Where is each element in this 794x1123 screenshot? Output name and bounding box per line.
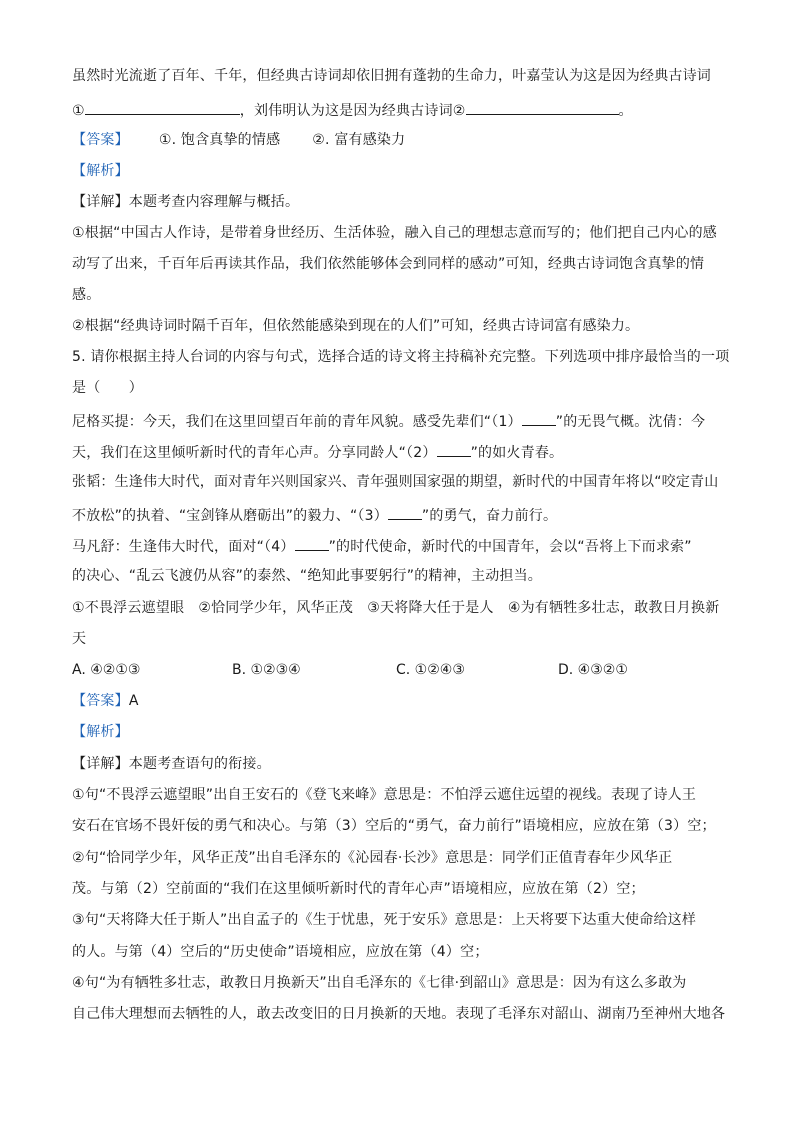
host-text: ”的时代使命，新时代的中国青年，会以“吾将上下而求索” xyxy=(328,539,692,555)
q5-host-line5 xyxy=(72,535,692,557)
q4-answer-line xyxy=(72,130,405,150)
detail-line: 【详解】本题考查语句的衔接。 xyxy=(72,756,271,772)
q5-explain-line3: ②句“恰同学少年，风华正茂”出自毛泽东的《沁园春·长沙》意思是：同学们正值青春年少风华正 xyxy=(72,850,673,866)
q5-poems-line1: ①不畏浮云遮望眼 ②恰同学少年，风华正茂 ③天将降大任于是人 ④为有牺牲多壮志，敢教日月换新 xyxy=(72,600,720,616)
fill-blank-q5-2 xyxy=(437,441,471,457)
q5-host-line2 xyxy=(72,441,563,463)
host-text: ”的如火青春。 xyxy=(470,445,564,461)
answer-tag: 【答案】 xyxy=(72,693,129,709)
host-text: 不放松”的执着、“宝剑锋从磨砺出”的毅力、“（3） xyxy=(72,508,388,524)
host-text: 天，我们在这里倾听新时代的青年心声。分享同龄人“（2） xyxy=(72,445,437,461)
answer-item-2: ②. 富有感染力 xyxy=(312,132,406,148)
q5-host-line3: 张韬：生逢伟大时代，面对青年兴则国家兴、青年强则国家强的期望，新时代的中国青年将以“咬定青山 xyxy=(72,474,719,490)
host-text: ”的无畏气概。沈倩：今 xyxy=(555,414,706,430)
q5-host-line4 xyxy=(72,504,557,526)
q5-host-line1 xyxy=(72,410,705,432)
answer-value: A xyxy=(128,693,139,709)
fill-blank-q5-3 xyxy=(388,504,422,520)
q5-explain-line2: 安石在官场不畏奸佞的勇气和决心。与第（3）空后的“勇气，奋力前行”语境相应，应放在第（3）空； xyxy=(72,818,716,834)
option-c: C. ①②④③ xyxy=(396,662,465,678)
q5-host-line6: 的决心、“乱云飞渡仍从容”的泰然、“绝知此事要躬行”的精神，主动担当。 xyxy=(72,568,543,584)
q4-stem-end: 。 xyxy=(618,103,633,119)
q5-explain-line1: ①句“不畏浮云遮望眼”出自王安石的《登飞来峰》意思是：不怕浮云遮住远望的视线。表现了诗人王 xyxy=(72,787,697,803)
host-text: ”的勇气，奋力前行。 xyxy=(421,508,558,524)
q5-explain-line6: 的人。与第（4）空后的“历史使命”语境相应，应放在第（4）空； xyxy=(72,944,489,960)
q4-stem-mid: ，刘伟明认为这是因为经典古诗词② xyxy=(239,103,466,119)
fill-blank-2 xyxy=(466,99,619,115)
q4-explain-line2: 动写了出来，千百年后再读其作品，我们依然能够体会到同样的感动”可知，经典古诗词饱含真挚的情 xyxy=(72,256,705,272)
blank-number-1: ① xyxy=(72,103,85,119)
option-a: A. ④②①③ xyxy=(72,662,141,678)
fill-blank-q5-4 xyxy=(295,535,329,551)
analysis-tag: 【解析】 xyxy=(72,163,129,179)
q4-explain-line1: ①根据“中国古人作诗，是带着身世经历、生活体验，融入自己的理想志意而写的；他们把自己内心的感 xyxy=(72,225,718,241)
fill-blank-1 xyxy=(85,99,240,115)
q4-explain-line3: 感。 xyxy=(72,287,101,303)
q5-stem-line1: 5. 请你根据主持人台词的内容与句式，选择合适的诗文将主持稿补充完整。下列选项中排序最恰当的一项 xyxy=(72,349,730,365)
q5-explain-line7: ④句“为有牺牲多壮志，敢教日月换新天”出自毛泽东的《七律·到韶山》意思是：因为有这么多敢为 xyxy=(72,975,687,991)
q5-explain-line5: ③句“天将降大任于斯人”出自孟子的《生于忧患，死于安乐》意思是：上天将要下达重大使命给这样 xyxy=(72,912,697,928)
detail-line: 【详解】本题考查内容理解与概括。 xyxy=(72,194,300,210)
host-text: 尼格买提：今天，我们在这里回望百年前的青年风貌。感受先辈们“（1） xyxy=(72,414,522,430)
option-d: D. ④③②① xyxy=(558,662,628,678)
fill-blank-q5-1 xyxy=(522,410,556,426)
q5-answer-line xyxy=(72,691,139,711)
answer-tag: 【答案】 xyxy=(72,132,129,148)
q4-stem-line2 xyxy=(72,99,633,121)
q5-explain-line4: 茂。与第（2）空前面的“我们在这里倾听新时代的青年心声”语境相应，应放在第（2）空； xyxy=(72,881,645,897)
q5-stem-line2: 是（ ） xyxy=(72,380,143,396)
host-text: 马凡舒：生逢伟大时代，面对“（4） xyxy=(72,539,295,555)
analysis-tag: 【解析】 xyxy=(72,724,129,740)
q5-poems-line2: 天 xyxy=(72,631,87,647)
q5-explain-line8: 自己伟大理想而去牺牲的人，敢去改变旧的日月换新的天地。表现了毛泽东对韶山、湖南乃至神州大地各 xyxy=(72,1006,726,1022)
answer-item-1: ①. 饱含真挚的情感 xyxy=(158,132,281,148)
option-b: B. ①②③④ xyxy=(232,662,301,678)
q4-explain-line4: ②根据“经典诗词时隔千百年，但依然能感染到现在的人们”可知，经典古诗词富有感染力。 xyxy=(72,318,640,334)
q4-stem-line1: 虽然时光流逝了百年、千年，但经典古诗词却依旧拥有蓬勃的生命力，叶嘉莹认为这是因为经典古诗词 xyxy=(72,68,711,84)
